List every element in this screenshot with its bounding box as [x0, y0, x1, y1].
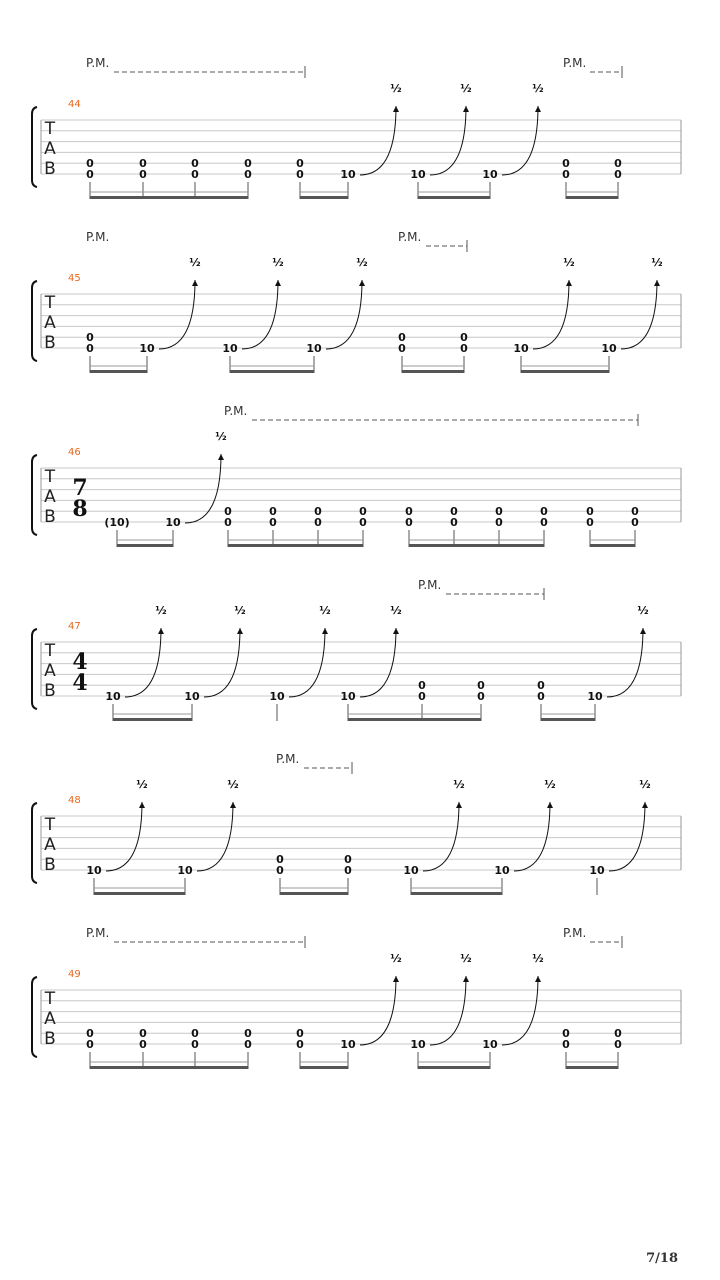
tab-clef-letter: A	[44, 661, 56, 681]
tab-clef-letter: A	[44, 835, 56, 855]
fret-number: 10	[306, 342, 322, 355]
tab-note	[276, 853, 284, 895]
fret-number: 0	[614, 1038, 622, 1051]
bend-arrowhead	[393, 628, 399, 634]
fret-number: 10	[513, 342, 529, 355]
note-beam	[411, 892, 502, 895]
tab-note	[244, 157, 252, 199]
bend-arrowhead	[547, 802, 553, 808]
system-bracket	[32, 977, 37, 1057]
fret-number: 0	[269, 516, 277, 529]
tab-note	[589, 778, 650, 895]
bend-curve	[423, 802, 459, 871]
fret-number: 0	[418, 679, 426, 693]
bend-curve	[289, 628, 325, 697]
note-beam	[113, 718, 192, 721]
bend-curve	[533, 280, 569, 349]
bend-amount: ½	[532, 82, 544, 95]
note-beam	[300, 1066, 348, 1069]
fret-number: 0	[296, 168, 304, 181]
note-beam	[348, 718, 481, 721]
tab-note	[269, 505, 277, 547]
bend-curve	[360, 106, 396, 175]
palm-mute-label: P.M.	[224, 404, 248, 418]
note-beam	[402, 370, 464, 373]
tab-note	[513, 256, 574, 373]
bend-curve	[621, 280, 657, 349]
bend-amount: ½	[272, 256, 284, 269]
fret-number: 0	[276, 864, 284, 877]
note-beam	[409, 544, 544, 547]
fret-number: 0	[191, 1038, 199, 1051]
fret-number: 0	[191, 168, 199, 181]
fret-number: 0	[398, 331, 406, 345]
note-beam	[90, 1066, 248, 1069]
note-beam	[90, 370, 147, 373]
tab-note	[398, 331, 406, 373]
tab-system-46	[32, 404, 681, 547]
fret-number: 10	[340, 690, 356, 703]
fret-number: 0	[344, 853, 352, 867]
fret-number: 0	[495, 516, 503, 529]
tab-system-47	[32, 578, 681, 721]
tab-note	[104, 516, 129, 547]
bend-curve	[609, 802, 645, 871]
fret-number: 0	[191, 157, 199, 171]
bend-curve	[360, 628, 396, 697]
fret-number: 0	[450, 516, 458, 529]
measure-number: 47	[68, 621, 81, 632]
bend-curve	[204, 628, 240, 697]
system-bracket	[32, 107, 37, 187]
palm-mute-label: P.M.	[418, 578, 442, 592]
tab-note	[105, 604, 166, 721]
bend-curve	[430, 106, 466, 175]
tab-note	[494, 778, 555, 895]
note-beam	[280, 892, 348, 895]
fret-number: 10	[494, 864, 510, 877]
palm-mute-label: P.M.	[86, 56, 110, 70]
tab-note	[340, 604, 401, 721]
bend-arrowhead	[359, 280, 365, 286]
tab-note	[495, 505, 503, 547]
tab-clef-letter: B	[44, 159, 56, 179]
fret-number: 0	[86, 168, 94, 181]
tab-clef-letter: T	[44, 467, 56, 487]
fret-number: 0	[537, 690, 545, 703]
tab-note	[314, 505, 322, 547]
tab-note	[86, 1027, 94, 1069]
fret-number: 0	[86, 1038, 94, 1051]
fret-number: 0	[460, 342, 468, 355]
fret-number: 0	[495, 505, 503, 519]
note-beam	[418, 1066, 490, 1069]
tab-note	[296, 157, 304, 199]
tab-note	[587, 604, 648, 721]
fret-number: 10	[410, 168, 426, 181]
note-beam	[566, 196, 618, 199]
fret-number: 0	[224, 505, 232, 519]
bend-arrowhead	[139, 802, 145, 808]
tab-note	[477, 679, 485, 721]
fret-number: 0	[562, 157, 570, 171]
tab-note	[344, 853, 352, 895]
tab-note	[614, 1027, 622, 1069]
tab-note	[410, 952, 471, 1069]
fret-number: 0	[537, 679, 545, 693]
fret-number: 0	[418, 690, 426, 703]
time-signature-top: 4	[72, 649, 88, 675]
bend-arrowhead	[192, 280, 198, 286]
tab-note	[86, 157, 94, 199]
bend-amount: ½	[637, 604, 649, 617]
tab-clef-letter: A	[44, 487, 56, 507]
fret-number: 0	[296, 157, 304, 171]
tab-note	[222, 256, 283, 373]
fret-number: 10	[165, 516, 181, 529]
fret-number: 0	[586, 516, 594, 529]
fret-number: 0	[540, 505, 548, 519]
fret-number: 10	[601, 342, 617, 355]
bend-amount: ½	[227, 778, 239, 791]
tab-clef-letter: A	[44, 139, 56, 159]
tab-system-48	[32, 752, 681, 895]
fret-number: 0	[244, 1027, 252, 1041]
tab-note	[165, 430, 226, 547]
bend-curve	[502, 976, 538, 1045]
tab-note	[410, 82, 471, 199]
note-beam	[590, 544, 635, 547]
tab-note	[631, 505, 639, 547]
palm-mute-label: P.M.	[86, 926, 110, 940]
fret-number: 0	[540, 516, 548, 529]
bend-amount: ½	[136, 778, 148, 791]
fret-number: 0	[460, 331, 468, 345]
bend-curve	[159, 280, 195, 349]
fret-number: 0	[398, 342, 406, 355]
bend-curve	[125, 628, 161, 697]
tab-note	[537, 679, 545, 721]
note-beam	[228, 544, 363, 547]
fret-number: 0	[631, 516, 639, 529]
time-signature-bottom: 8	[72, 496, 88, 522]
fret-number: 0	[296, 1038, 304, 1051]
fret-number: 0	[631, 505, 639, 519]
bend-arrowhead	[640, 628, 646, 634]
tab-note	[460, 331, 468, 373]
tab-clef-letter: T	[44, 641, 56, 661]
note-beam	[521, 370, 609, 373]
tab-clef-letter: B	[44, 507, 56, 527]
fret-number: 0	[244, 168, 252, 181]
tab-note	[269, 604, 330, 721]
fret-number: 0	[614, 168, 622, 181]
fret-number: 0	[86, 1027, 94, 1041]
fret-number: 10	[340, 168, 356, 181]
tab-clef-letter: B	[44, 333, 56, 353]
bend-amount: ½	[651, 256, 663, 269]
bend-amount: ½	[356, 256, 368, 269]
bend-amount: ½	[460, 82, 472, 95]
tab-note	[614, 157, 622, 199]
tab-note	[482, 82, 543, 199]
fret-number: 10	[340, 1038, 356, 1051]
bend-curve	[106, 802, 142, 871]
fret-number: 0	[139, 1038, 147, 1051]
fret-number: 10	[269, 690, 285, 703]
tab-note	[191, 157, 199, 199]
bend-arrowhead	[463, 976, 469, 982]
bend-curve	[185, 454, 221, 523]
measure-number: 46	[68, 447, 81, 458]
fret-number: (10)	[104, 516, 130, 529]
bend-amount: ½	[544, 778, 556, 791]
bend-amount: ½	[532, 952, 544, 965]
fret-number: 0	[86, 157, 94, 171]
tab-clef-letter: T	[44, 815, 56, 835]
bend-arrowhead	[393, 106, 399, 112]
bend-curve	[430, 976, 466, 1045]
tab-note	[340, 952, 401, 1069]
measure-number: 45	[68, 273, 81, 284]
fret-number: 0	[477, 690, 485, 703]
bend-amount: ½	[390, 604, 402, 617]
tab-clef-letter: T	[44, 293, 56, 313]
tab-note	[184, 604, 245, 721]
bend-arrowhead	[535, 976, 541, 982]
bend-arrowhead	[322, 628, 328, 634]
note-beam	[230, 370, 314, 373]
tab-clef-letter: T	[44, 119, 56, 139]
bend-arrowhead	[463, 106, 469, 112]
tab-note	[340, 82, 401, 199]
fret-number: 0	[314, 505, 322, 519]
palm-mute-label: P.M.	[563, 926, 587, 940]
bend-amount: ½	[390, 82, 402, 95]
system-bracket	[32, 455, 37, 535]
fret-number: 10	[184, 690, 200, 703]
tab-system-49	[32, 926, 681, 1069]
tab-note	[359, 505, 367, 547]
fret-number: 10	[139, 342, 155, 355]
fret-number: 0	[86, 331, 94, 345]
note-beam	[94, 892, 185, 895]
bend-curve	[502, 106, 538, 175]
tab-note	[139, 256, 200, 373]
tab-note	[191, 1027, 199, 1069]
palm-mute-label: P.M.	[398, 230, 422, 244]
system-bracket	[32, 281, 37, 361]
tab-note	[405, 505, 413, 547]
tab-clef-letter: B	[44, 1029, 56, 1049]
note-beam	[566, 1066, 618, 1069]
bend-amount: ½	[639, 778, 651, 791]
fret-number: 0	[586, 505, 594, 519]
tab-clef-letter: T	[44, 989, 56, 1009]
tab-note	[601, 256, 662, 373]
tab-system-44	[32, 56, 681, 199]
fret-number: 10	[403, 864, 419, 877]
tab-note	[224, 505, 232, 547]
bend-amount: ½	[390, 952, 402, 965]
fret-number: 10	[86, 864, 102, 877]
bend-amount: ½	[460, 952, 472, 965]
fret-number: 0	[191, 1027, 199, 1041]
fret-number: 10	[177, 864, 193, 877]
bend-arrowhead	[158, 628, 164, 634]
fret-number: 0	[477, 679, 485, 693]
note-beam	[541, 718, 595, 721]
fret-number: 0	[139, 157, 147, 171]
fret-number: 0	[562, 1038, 570, 1051]
fret-number: 0	[344, 864, 352, 877]
fret-number: 10	[482, 1038, 498, 1051]
fret-number: 10	[589, 864, 605, 877]
tab-note	[450, 505, 458, 547]
fret-number: 0	[244, 1038, 252, 1051]
tab-note	[177, 778, 238, 895]
measure-number: 48	[68, 795, 81, 806]
note-beam	[300, 196, 348, 199]
bend-arrowhead	[393, 976, 399, 982]
fret-number: 0	[614, 157, 622, 171]
bend-arrowhead	[535, 106, 541, 112]
fret-number: 0	[359, 505, 367, 519]
palm-mute-label: P.M.	[86, 230, 110, 244]
measure-number: 44	[68, 99, 81, 110]
tab-clef-letter: A	[44, 313, 56, 333]
bend-curve	[360, 976, 396, 1045]
fret-number: 0	[562, 1027, 570, 1041]
tab-clef-letter: B	[44, 855, 56, 875]
time-signature-bottom: 4	[72, 670, 88, 696]
fret-number: 10	[222, 342, 238, 355]
tab-note	[296, 1027, 304, 1069]
note-beam	[117, 544, 173, 547]
page-number: 7/18	[646, 1251, 678, 1266]
bend-curve	[197, 802, 233, 871]
tab-note	[562, 157, 570, 199]
bend-amount: ½	[453, 778, 465, 791]
bend-arrowhead	[218, 454, 224, 460]
bend-curve	[607, 628, 643, 697]
fret-number: 0	[269, 505, 277, 519]
tab-note	[306, 256, 367, 373]
fret-number: 10	[587, 690, 603, 703]
bend-arrowhead	[642, 802, 648, 808]
bend-curve	[326, 280, 362, 349]
tab-note	[139, 1027, 147, 1069]
tab-note	[86, 778, 147, 895]
fret-number: 0	[224, 516, 232, 529]
tab-note	[418, 679, 426, 721]
bend-arrowhead	[230, 802, 236, 808]
fret-number: 0	[86, 342, 94, 355]
fret-number: 10	[482, 168, 498, 181]
bend-arrowhead	[566, 280, 572, 286]
fret-number: 0	[450, 505, 458, 519]
system-bracket	[32, 803, 37, 883]
fret-number: 0	[296, 1027, 304, 1041]
time-signature-top: 7	[72, 475, 88, 501]
fret-number: 0	[276, 853, 284, 867]
tab-note	[403, 778, 464, 895]
system-bracket	[32, 629, 37, 709]
bend-arrowhead	[654, 280, 660, 286]
note-beam	[418, 196, 490, 199]
tab-note	[562, 1027, 570, 1069]
tab-clef-letter: A	[44, 1009, 56, 1029]
fret-number: 0	[139, 168, 147, 181]
bend-amount: ½	[319, 604, 331, 617]
bend-curve	[514, 802, 550, 871]
palm-mute-label: P.M.	[276, 752, 300, 766]
tab-note	[482, 952, 543, 1069]
fret-number: 10	[410, 1038, 426, 1051]
fret-number: 0	[359, 516, 367, 529]
fret-number: 0	[405, 505, 413, 519]
bend-arrowhead	[237, 628, 243, 634]
fret-number: 0	[139, 1027, 147, 1041]
bend-amount: ½	[189, 256, 201, 269]
bend-amount: ½	[155, 604, 167, 617]
bend-amount: ½	[234, 604, 246, 617]
tab-note	[586, 505, 594, 547]
fret-number: 0	[244, 157, 252, 171]
fret-number: 0	[562, 168, 570, 181]
tab-note	[540, 505, 548, 547]
fret-number: 0	[405, 516, 413, 529]
fret-number: 0	[614, 1027, 622, 1041]
tab-note	[244, 1027, 252, 1069]
fret-number: 0	[314, 516, 322, 529]
palm-mute-label: P.M.	[563, 56, 587, 70]
tab-note	[86, 331, 94, 373]
measure-number: 49	[68, 969, 81, 980]
bend-curve	[242, 280, 278, 349]
bend-arrowhead	[456, 802, 462, 808]
bend-amount: ½	[215, 430, 227, 443]
bend-amount: ½	[563, 256, 575, 269]
fret-number: 10	[105, 690, 121, 703]
tab-system-45	[32, 230, 681, 373]
bend-arrowhead	[275, 280, 281, 286]
tab-note	[139, 157, 147, 199]
tab-clef-letter: B	[44, 681, 56, 701]
note-beam	[90, 196, 248, 199]
